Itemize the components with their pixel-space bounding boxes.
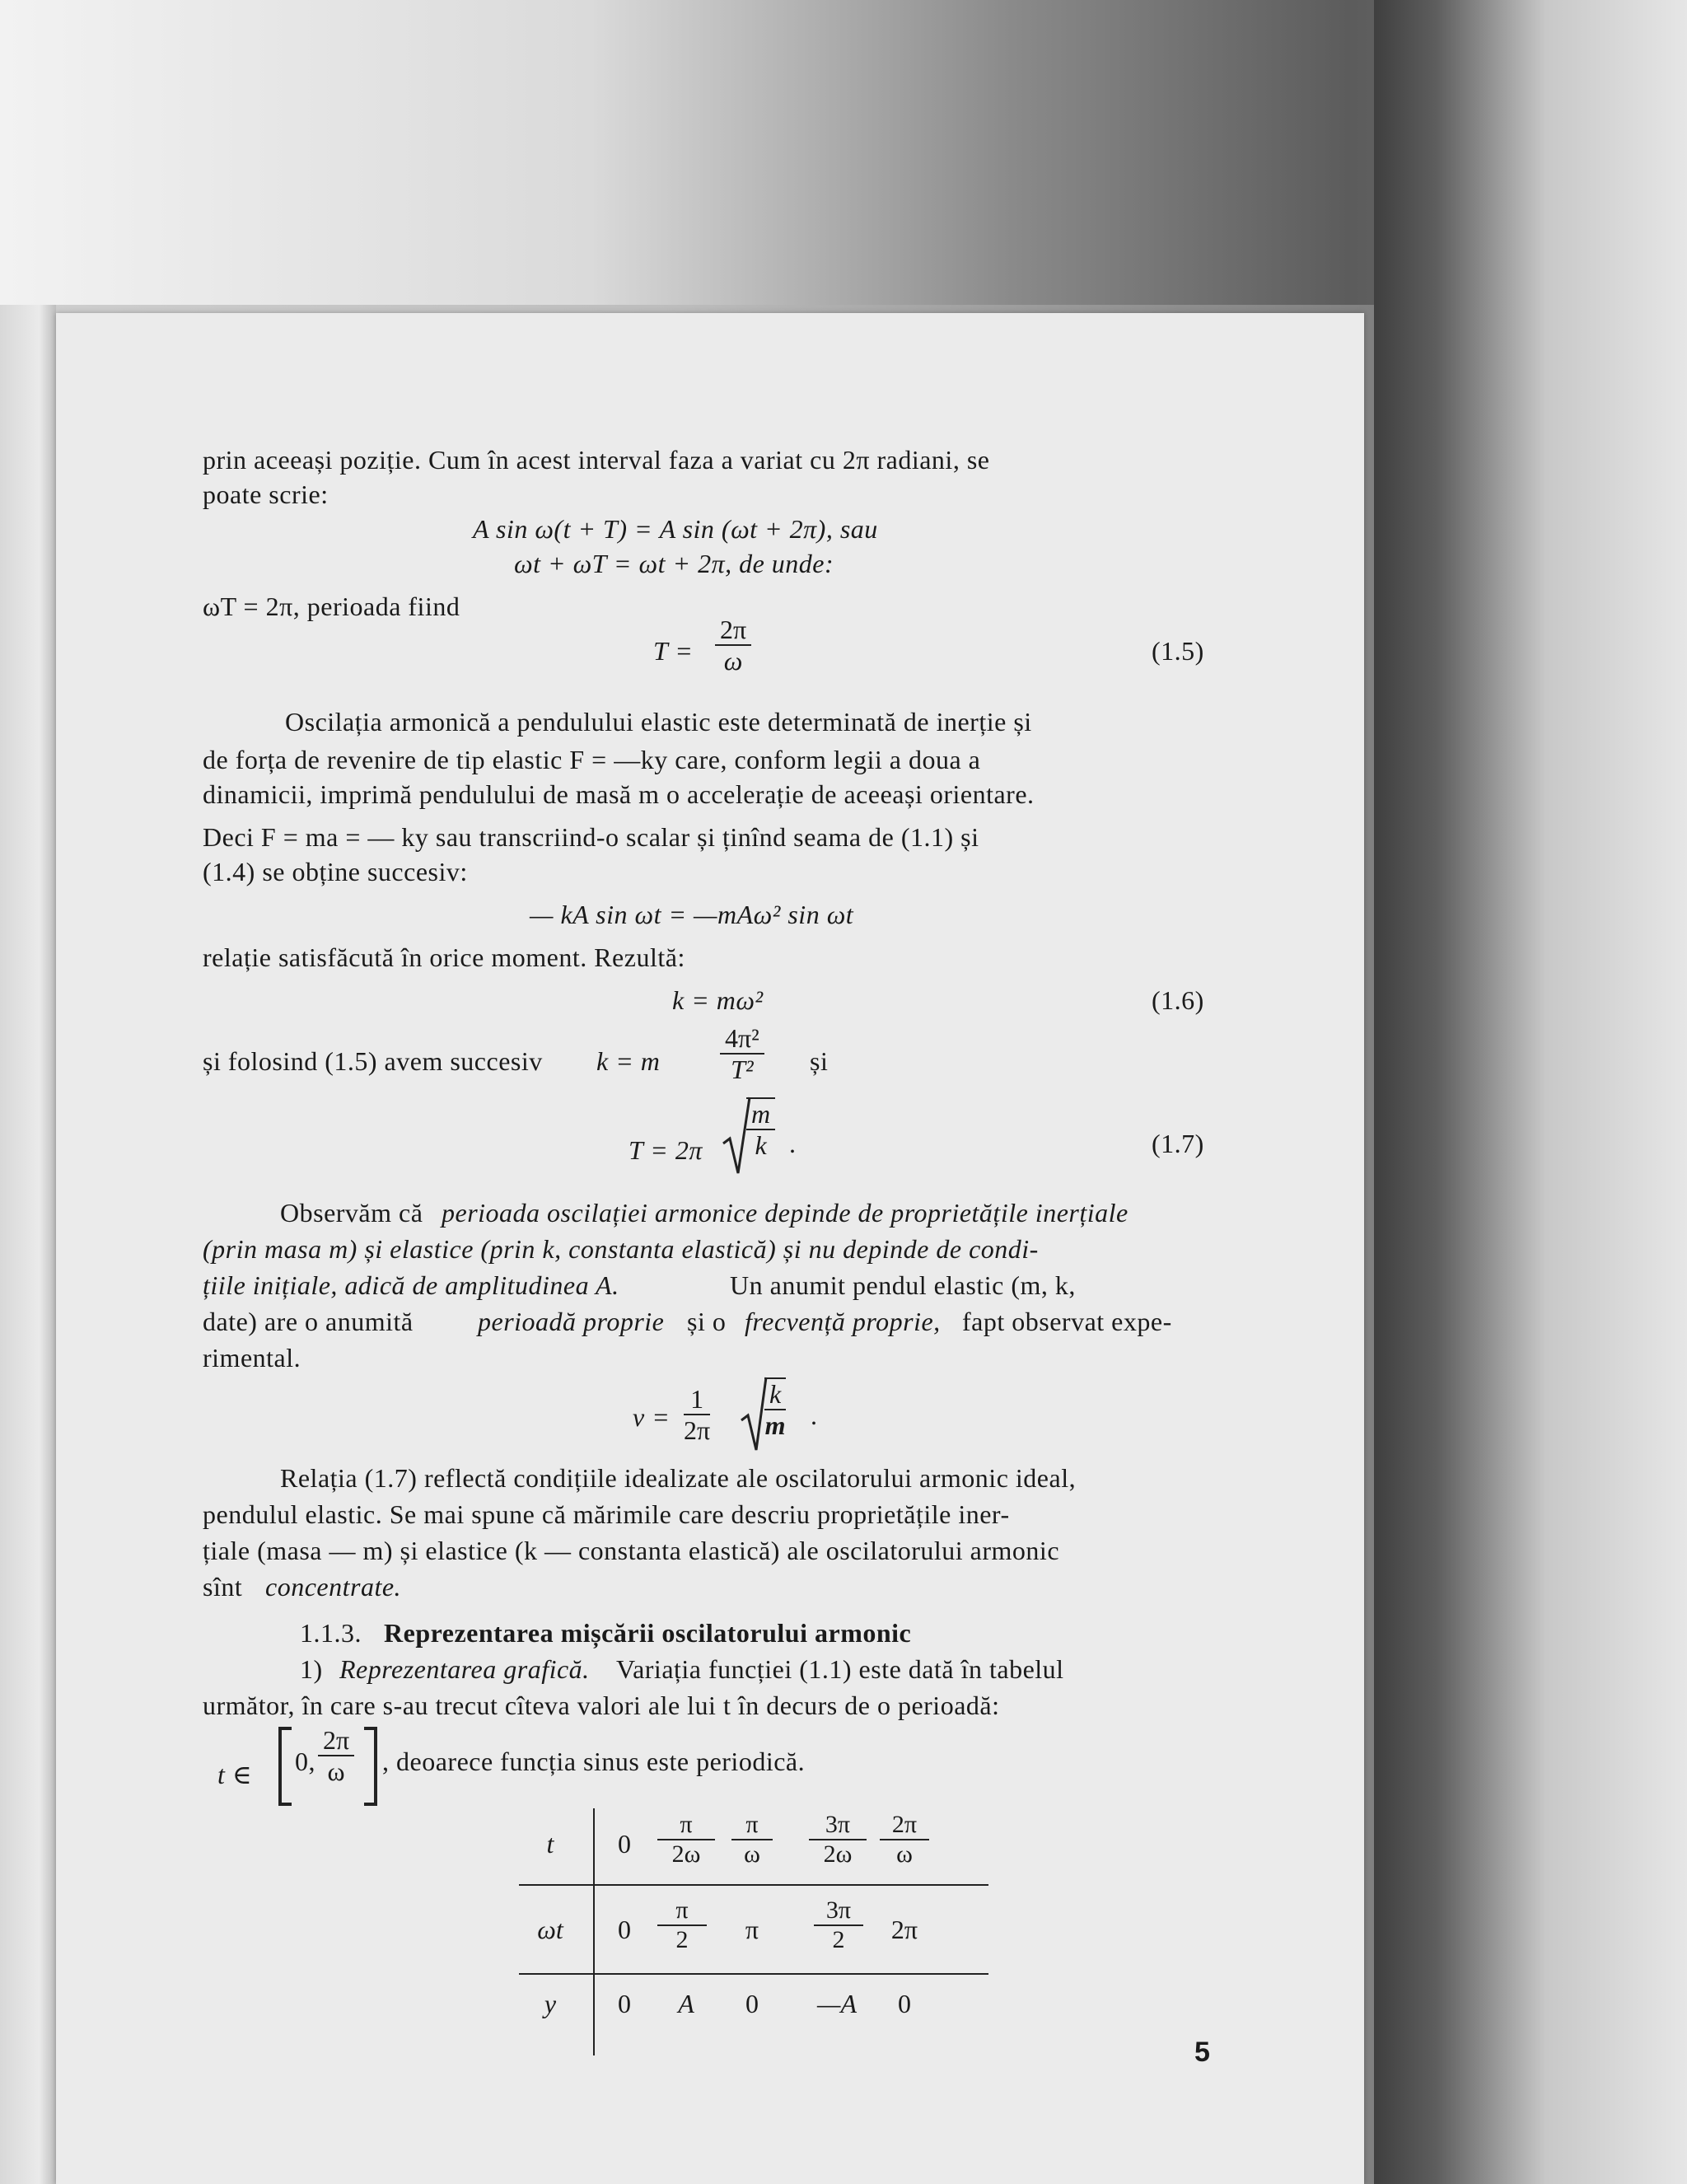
table-cell: 0: [618, 1915, 631, 1944]
table-cell: 2π: [890, 1915, 918, 1944]
page-number: 5: [1194, 2037, 1210, 2068]
cell-numerator: π: [731, 1811, 773, 1840]
table-cell: [814, 1896, 863, 1954]
table-horizontal-rule: [519, 1973, 988, 1975]
equation: t ∈: [217, 1760, 253, 1789]
table-cell: [657, 1896, 707, 1954]
table-cell: [809, 1811, 867, 1868]
text-line: de forța de revenire de tip elastic F = —ky care, conform legii a doua a: [203, 745, 981, 774]
fraction: [318, 1725, 354, 1786]
table-cell: [657, 1811, 715, 1868]
text-line: rimental.: [203, 1343, 301, 1373]
fraction: [746, 1097, 775, 1160]
table-cell: 0: [898, 1989, 911, 2018]
cell-numerator: 3π: [814, 1896, 863, 1926]
text-line: Un anumit pendul elastic (m, k,: [730, 1270, 1076, 1300]
right-bracket: [362, 1727, 379, 1806]
fraction-numerator: 2π: [715, 615, 751, 646]
equation-lhs: T = 2π: [629, 1135, 703, 1165]
text-line: și: [810, 1046, 829, 1076]
cell-denominator: 2: [832, 1926, 845, 1953]
table-row-label: y: [544, 1989, 557, 2018]
section-title: Reprezentarea mișcării oscilatorului armonic: [384, 1618, 912, 1648]
text-line: prin aceeași poziție. Cum în acest interval faza a variat cu 2π radiani, se: [203, 445, 990, 475]
table-cell: A: [678, 1989, 694, 2018]
table-row-label: t: [546, 1829, 554, 1859]
fraction: [715, 615, 751, 676]
fraction-denominator: k: [755, 1130, 767, 1160]
fraction: [720, 1023, 764, 1084]
facing-page-edge: [0, 305, 56, 2184]
text-line: și folosind (1.5) avem succesiv: [203, 1046, 543, 1076]
table-cell: —A: [817, 1989, 857, 2018]
equation: 0,: [295, 1747, 315, 1776]
table-cell: 0: [618, 1829, 631, 1859]
cell-denominator: 2: [675, 1926, 689, 1953]
text-line: următor, în care s-au trecut cîteva valori ale lui t în decurs de o perioadă:: [203, 1691, 1000, 1720]
fraction-denominator: m: [764, 1410, 786, 1440]
cell-denominator: ω: [896, 1840, 913, 1868]
text-line: Observăm că: [280, 1198, 423, 1228]
fraction-numerator: 4π²: [720, 1023, 764, 1055]
text-line: date) are o anumită: [203, 1307, 414, 1336]
text-line: Deci F = ma = — ky sau transcriind-o scalar și ținînd seama de (1.1) și: [203, 822, 979, 852]
fraction-numerator: k: [764, 1377, 786, 1410]
cell-numerator: π: [657, 1896, 707, 1926]
table-horizontal-rule: [519, 1884, 988, 1886]
cell-denominator: 2ω: [823, 1840, 853, 1868]
cell-numerator: π: [657, 1811, 715, 1840]
equation-lhs: ν =: [633, 1402, 671, 1432]
fraction-numerator: 1: [684, 1384, 710, 1415]
fraction-denominator: T²: [731, 1055, 754, 1084]
text-line: poate scrie:: [203, 479, 329, 509]
cell-numerator: 2π: [880, 1811, 929, 1840]
text-line: Oscilația armonică a pendulului elastic este determinată de inerție și: [285, 707, 1032, 737]
text-line: fapt observat expe-: [962, 1307, 1172, 1336]
text-line: Relația (1.7) reflectă condițiile idealizate ale oscilatorului armonic ideal,: [280, 1463, 1077, 1493]
section-number: 1.1.3.: [300, 1618, 362, 1648]
table-cell: [880, 1811, 929, 1868]
table-cell: [731, 1811, 773, 1868]
equation-dot: .: [789, 1129, 797, 1158]
fraction-denominator: ω: [327, 1756, 345, 1786]
text-line: țiile inițiale, adică de amplitudinea A.: [203, 1270, 619, 1300]
text-line: (prin masa m) și elastice (prin k, constanta elastică) și nu depinde de condi-: [203, 1234, 1039, 1264]
equation-number: (1.5): [1152, 636, 1204, 666]
text-line: 1): [300, 1654, 323, 1684]
text-line: frecvență proprie,: [745, 1307, 941, 1336]
text-line: relație satisfăcută în orice moment. Rezultă:: [203, 942, 685, 972]
table-cell: π: [745, 1915, 759, 1944]
text-line: concentrate.: [265, 1572, 402, 1602]
table-row-label: ωt: [537, 1915, 563, 1944]
cell-denominator: 2ω: [671, 1840, 701, 1868]
cell-denominator: ω: [744, 1840, 760, 1868]
text-line: Variația funcției (1.1) este dată în tabelul: [616, 1654, 1064, 1684]
equation-dot: .: [811, 1401, 818, 1430]
text-line: perioada oscilației armonice depinde de proprietățile inerțiale: [442, 1198, 1129, 1228]
fraction: [764, 1377, 786, 1440]
equation: A sin ω(t + T) = A sin (ωt + 2π), sau: [473, 514, 878, 544]
scan-background-right: [1374, 0, 1687, 2184]
text-line: țiale (masa — m) și elastice (k — constanta elastică) ale oscilatorului armonic: [203, 1536, 1060, 1565]
table-cell: 0: [745, 1989, 759, 2018]
table-cell: 0: [618, 1989, 631, 2018]
text-line: și o: [687, 1307, 727, 1336]
book-page: [56, 313, 1364, 2184]
fraction-denominator: 2π: [684, 1415, 711, 1445]
text-line: pendulul elastic. Se mai spune că mărimile care descriu proprietățile iner-: [203, 1499, 1010, 1529]
text-line: sînt: [203, 1572, 243, 1602]
equation-lhs: T =: [653, 636, 694, 666]
text-line: perioadă proprie: [478, 1307, 665, 1336]
fraction-numerator: 2π: [318, 1725, 354, 1756]
equation: ωt + ωT = ωt + 2π, de unde:: [514, 549, 834, 578]
text-line: , deoarece funcția sinus este periodică.: [382, 1747, 806, 1776]
fraction-denominator: ω: [723, 646, 743, 676]
fraction-numerator: m: [746, 1097, 775, 1130]
equation: — kA sin ωt = —mAω² sin ωt: [530, 900, 854, 929]
fraction: [684, 1384, 710, 1445]
text-line: (1.4) se obține succesiv:: [203, 857, 468, 886]
cell-numerator: 3π: [809, 1811, 867, 1840]
left-bracket: [277, 1727, 293, 1806]
text-line: ωT = 2π, perioada fiind: [203, 592, 460, 621]
square-root-sign: [740, 1376, 768, 1452]
equation: k = m: [596, 1046, 661, 1076]
table-vertical-rule: [593, 1808, 595, 2055]
equation: k = mω²: [672, 985, 764, 1015]
text-line: Reprezentarea grafică.: [339, 1654, 590, 1684]
equation-number: (1.7): [1152, 1129, 1204, 1158]
text-line: dinamicii, imprimă pendulului de masă m o accelerație de aceeași orientare.: [203, 779, 1035, 809]
equation-number: (1.6): [1152, 985, 1204, 1015]
